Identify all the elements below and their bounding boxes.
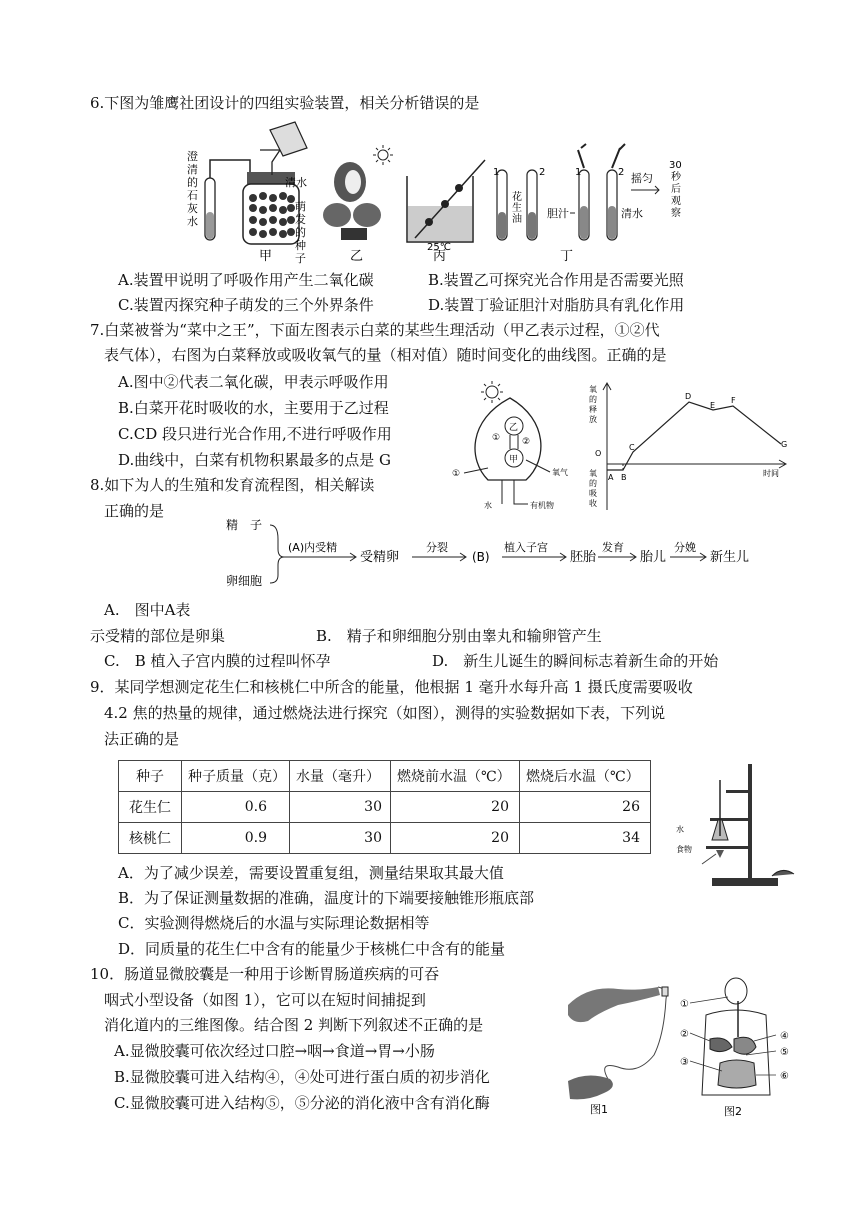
- flow-brace: [270, 525, 284, 583]
- y-label-absorb: 氧的吸收: [589, 469, 597, 508]
- process-yi-label: 乙: [509, 423, 519, 433]
- q8-option-c: C. B 植入子宫内膜的过程叫怀孕: [104, 652, 331, 670]
- q10-stem-2: 咽式小型设备（如图 1），它可以在短时间捕捉到: [104, 991, 426, 1009]
- point-c: C: [629, 443, 635, 452]
- q8-option-d: D. 新生儿诞生的瞬间标志着新生命的开始: [432, 652, 719, 670]
- q7-option-d: D.曲线中，白菜有机物积累最多的点是 G: [118, 451, 392, 469]
- point-d: D: [685, 392, 692, 401]
- stomach: [734, 1037, 756, 1054]
- head: [725, 978, 747, 1004]
- table-cell: 34: [520, 823, 651, 854]
- flow-newborn: 新生儿: [710, 550, 750, 565]
- q7-stem-2: 表气体），右图为白菜释放或吸收氧气的量（相对值）随时间变化的曲线图。正确的是: [104, 346, 667, 364]
- table-header-cell: 燃烧后水温（℃）: [520, 761, 651, 792]
- table-cell: 0.9: [182, 823, 290, 854]
- delivery-tube: [210, 160, 250, 178]
- q10-stem-3: 消化道内的三维图像。结合图 2 判断下列叙述不正确的是: [104, 1016, 484, 1034]
- label-3: ③: [680, 1057, 689, 1068]
- clear-water-label: 清水: [285, 176, 307, 189]
- table-row: [119, 823, 651, 854]
- bile-label: 胆汁: [547, 207, 569, 220]
- flow-sperm: 精 子: [226, 518, 263, 532]
- germinating-seeds: [249, 192, 295, 238]
- dropper-2: [612, 144, 625, 168]
- table-cell: 核桃仁: [119, 823, 182, 854]
- label-ding: 丁: [560, 249, 574, 264]
- label-5: ⑤: [780, 1047, 789, 1058]
- q8-stem-2: 正确的是: [104, 502, 165, 520]
- label-yi: 乙: [350, 249, 364, 264]
- tube1-number: 1: [493, 167, 500, 178]
- flow-develop: 发育: [602, 541, 624, 554]
- stand-rod: [748, 764, 752, 880]
- point-e: E: [710, 401, 716, 410]
- gas-2: ②: [522, 437, 531, 447]
- liver: [710, 1038, 732, 1052]
- point-f: F: [731, 396, 736, 405]
- tube2-number: 2: [539, 167, 546, 178]
- intestines: [718, 1060, 756, 1088]
- q9-data-table: [118, 760, 651, 854]
- process-jia-label: 甲: [509, 455, 519, 465]
- q7-oxygen-curve: [585, 380, 795, 515]
- food-sample: [716, 850, 724, 858]
- food-label: 食物: [676, 845, 692, 854]
- q9-stem-1: 9．某同学想测定花生仁和核桃仁中所含的能量，他根据 1 毫升水每升高 1 摄氏度需要吸收: [90, 678, 693, 696]
- q9-stem-2: 4.2 焦的热量的规律，通过燃烧法进行探究（如图），测得的实验数据如下表，下列说: [104, 704, 666, 722]
- q7-option-a: A.图中②代表二氧化碳，甲表示呼吸作用: [118, 373, 389, 391]
- table-header-cell: 种子: [119, 761, 182, 792]
- water-label: 水: [484, 501, 492, 510]
- x-axis-label: 时间: [763, 469, 779, 478]
- limewater: [206, 212, 214, 239]
- q9-option-c: C．实验测得燃烧后的水温与实际理论数据相等: [118, 914, 430, 932]
- label-jia: 甲: [259, 249, 273, 264]
- flow-birth: 分娩: [674, 541, 696, 554]
- water-label: 水: [676, 825, 684, 834]
- tube2b-number: 2: [618, 167, 625, 178]
- table-cell: 花生仁: [119, 792, 182, 823]
- q8-option-a-1: A. 图中A表: [104, 601, 191, 619]
- organic-label: 有机物: [530, 501, 554, 510]
- hand-top: [568, 987, 660, 1022]
- q6-option-c: C.装置丙探究种子萌发的三个外界条件: [118, 296, 374, 314]
- curve-line: [607, 402, 781, 470]
- q6-option-d: D.装置丁验证胆汁对脂肪具有乳化作用: [428, 296, 685, 314]
- shake-arrow: [631, 186, 659, 194]
- q8-stem-1: 8.如下为人的生殖和发育流程图，相关解读: [90, 476, 375, 494]
- table-header-row: [119, 761, 651, 792]
- q9-option-b: B．为了保证测量数据的准确，温度计的下端要接触锥形瓶底部: [118, 889, 535, 907]
- q8-option-a-2: 示受精的部位是卵巢: [90, 627, 226, 645]
- point-b: B: [621, 473, 627, 482]
- table-row: [119, 792, 651, 823]
- q10-figure-1: [558, 975, 678, 1125]
- capsule: [662, 987, 668, 996]
- label-6: ⑥: [780, 1071, 789, 1082]
- leaf-outline: [475, 398, 541, 480]
- table-header-cell: 燃烧前水温（℃）: [391, 761, 520, 792]
- gas-1-inner: ①: [492, 433, 501, 443]
- table-cell: 20: [391, 823, 520, 854]
- q9-combustion-apparatus: [672, 760, 802, 895]
- table-cell: 0.6: [182, 792, 290, 823]
- flow-implant: 植入子宫: [504, 541, 548, 554]
- q7-option-b: B.白菜开花时吸收的水，主要用于乙过程: [118, 399, 389, 417]
- flow-zygote: 受精卵: [360, 550, 400, 565]
- q7-leaf-diagram: [448, 380, 578, 515]
- flow-b: (B): [472, 550, 490, 564]
- q6-option-b: B.装置乙可探究光合作用是否需要光照: [428, 271, 684, 289]
- q7-option-c: C.CD 段只进行光合作用,不进行呼吸作用: [118, 425, 392, 443]
- temp-label: 25℃: [427, 242, 451, 253]
- q7-stem-1: 7.白菜被誉为“菜中之王”，下面左图表示白菜的某些生理活动（甲乙表示过程，①②代: [90, 321, 660, 339]
- origin-label: O: [595, 449, 602, 458]
- shake-label: 摇匀: [631, 172, 653, 185]
- sun-icon: [481, 381, 503, 403]
- q10-option-c: C.显微胶囊可进入结构⑤，⑤分泌的消化液中含有消化酶: [114, 1094, 490, 1112]
- q8-option-b: B. 精子和卵细胞分别由睾丸和输卵管产生: [316, 627, 602, 645]
- q6-apparatus-figure: [175, 120, 685, 270]
- q9-stem-3: 法正确的是: [104, 730, 180, 748]
- table-cell: 20: [391, 792, 520, 823]
- label-bing: 丙: [433, 249, 447, 264]
- label-2: ②: [680, 1029, 689, 1040]
- hand-bottom: [568, 1075, 613, 1099]
- q10-option-a: A.显微胶囊可依次经过口腔→咽→食道→胃→小肠: [114, 1042, 435, 1060]
- table-header-cell: 水量（毫升）: [290, 761, 391, 792]
- pouring-beaker: [270, 122, 307, 156]
- label-4: ④: [780, 1031, 789, 1042]
- dropper-1: [578, 144, 586, 168]
- stand-base: [712, 878, 778, 886]
- table-header-cell: 种子质量（克）: [182, 761, 290, 792]
- flow-fertilization: (A)内受精: [288, 541, 338, 554]
- sun-icon: [373, 145, 393, 165]
- flow-fetus: 胎儿: [640, 550, 667, 565]
- seeds-label: 萌发的种子: [295, 200, 306, 265]
- tube1b-number: 1: [575, 167, 582, 178]
- q10-option-b: B.显微胶囊可进入结构④，④处可进行蛋白质的初步消化: [114, 1068, 490, 1086]
- potted-plant: [323, 162, 381, 240]
- label-1: ①: [680, 999, 689, 1010]
- figure-1-caption: 图1: [590, 1103, 608, 1116]
- peanut-oil-label: 花生油: [512, 192, 522, 225]
- q10-figure-2: [676, 975, 806, 1125]
- funnel: [260, 150, 280, 175]
- flow-embryo: 胚胎: [570, 550, 597, 565]
- observe-label: 30 秒后观察: [669, 160, 682, 219]
- table-cell: 30: [290, 792, 391, 823]
- limewater-label: 澄清的石灰水: [187, 150, 198, 228]
- gas-1-outer: ①: [452, 469, 461, 479]
- figure-2-caption: 图2: [724, 1105, 742, 1118]
- q6-option-a: A.装置甲说明了呼吸作用产生二氧化碳: [118, 271, 374, 289]
- q6-stem: 6.下图为雏鹰社团设计的四组实验装置，相关分析错误的是: [90, 94, 480, 112]
- point-a: A: [608, 473, 614, 482]
- q10-stem-1: 10．肠道显微胶囊是一种用于诊断胃肠道疾病的可吞: [90, 965, 440, 983]
- q9-option-d: D．同质量的花生仁中含有的能量少于核桃仁中含有的能量: [118, 940, 506, 958]
- q8-flow-chart: [222, 515, 750, 590]
- oxygen-label: 氧气: [552, 468, 568, 477]
- y-label-release: 氧的释放: [589, 385, 597, 424]
- q9-option-a: A．为了减少误差，需要设置重复组，测量结果取其最大值: [118, 864, 504, 882]
- flow-divide: 分裂: [426, 541, 448, 554]
- water2-label: 清水: [621, 207, 643, 220]
- point-g: G: [781, 440, 788, 449]
- flow-egg: 卵细胞: [226, 574, 263, 588]
- table-cell: 30: [290, 823, 391, 854]
- table-cell: 26: [520, 792, 651, 823]
- hand: [772, 870, 794, 876]
